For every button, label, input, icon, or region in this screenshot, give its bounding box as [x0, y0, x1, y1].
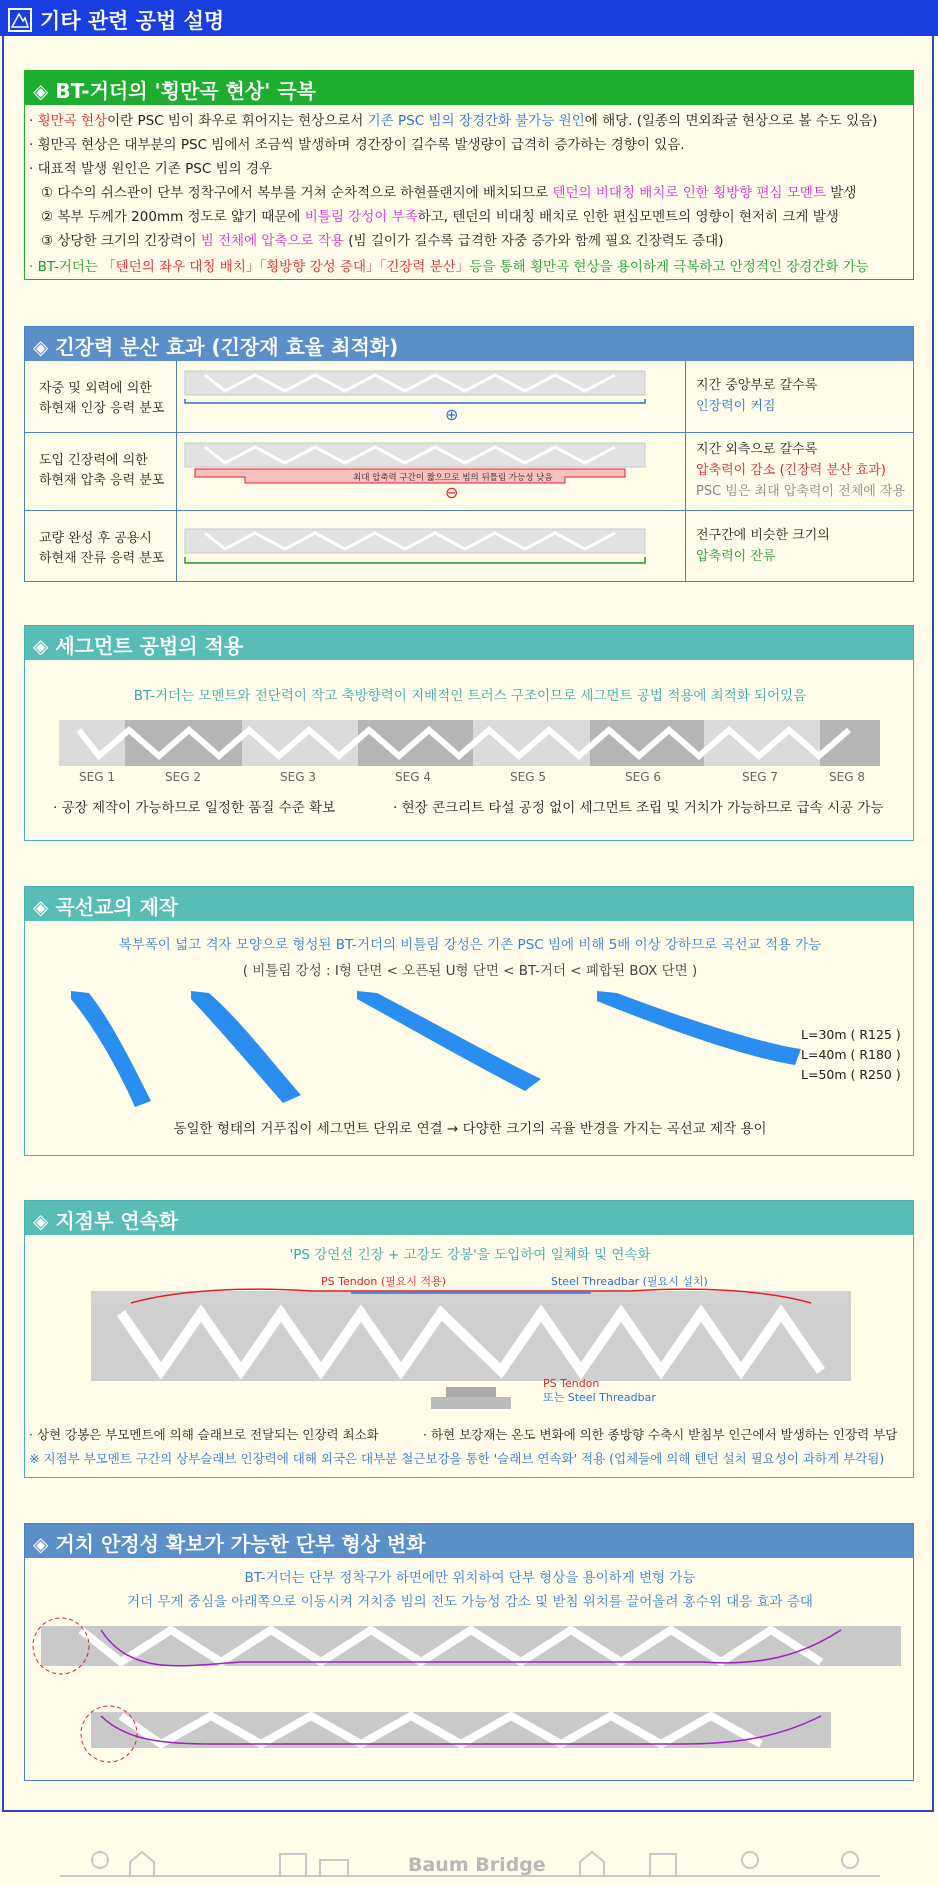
section-end-shape: [24, 1523, 914, 1781]
seg-label: SEG 3: [280, 770, 316, 784]
text-line-6: ③ 상당한 크기의 긴장력이 빔 전체에 압축으로 작용 (빔 길이가 길수록 급격한 자중 증가와 함께 필요 긴장력도 증대): [41, 233, 724, 249]
section-title: ◈ 지점부 연속화: [25, 1201, 913, 1235]
continuity-diagram: [91, 1279, 851, 1409]
bullet-2: · 하현 보강재는 온도 변화에 의한 종방향 수축시 받침부 인근에서 발생하는 인장력 부담: [423, 1427, 898, 1442]
seg-label: SEG 8: [829, 770, 865, 784]
seg-label: SEG 1: [79, 770, 115, 784]
curved-girders-illustration: [71, 991, 791, 1131]
section-segment-method: [24, 625, 914, 841]
seg-label: SEG 5: [510, 770, 546, 784]
section-lead: 복부폭이 넓고 격자 모양으로 형성된 BT-거더의 비틀림 강성은 기존 PSC 빔에 비해 5배 이상 강하므로 곡선교 적용 가능: [118, 937, 822, 953]
threadbar-label: Steel Threadbar (필요시 설치): [551, 1275, 708, 1288]
seg-label: SEG 6: [625, 770, 661, 784]
section-title: ◈ 곡선교의 제작: [25, 887, 913, 921]
truss-diagram: [185, 525, 685, 585]
section-sub: ( 비틀림 강성 : I형 단면 < 오픈된 U형 단면 < BT-거더 < 폐합된 BOX 단면 ): [242, 963, 698, 979]
minus-sign: ⊖: [445, 483, 459, 502]
bullet-1: · 공장 제작이 가능하므로 일정한 품질 수준 확보: [53, 800, 336, 816]
text-line-3: · 대표적 발생 원인은 기존 PSC 빔의 경우: [29, 161, 273, 177]
page-title: 기타 관련 공법 설명: [40, 9, 225, 33]
section-lead-2: 거더 무게 중심을 아래쪽으로 이동시켜 거치중 빔의 전도 가능성 감소 및 받침 위치를 끌어올려 홍수위 대응 효과 증대: [127, 1594, 813, 1610]
seg-label: SEG 7: [742, 770, 778, 784]
row-desc: 전구간에 비슷한 크기의 압축력이 잔류: [685, 511, 913, 581]
bullet-1: · 상현 강봉은 부모멘트에 의해 슬래브로 전달되는 인장력 최소화: [29, 1427, 379, 1442]
segment-diagram: [59, 720, 879, 766]
text-line-7: · BT-거더는 「텐던의 좌우 대칭 배치」「횡방향 강성 증대」「긴장력 분산」등을 통해 횡만곡 현상을 용이하게 극복하고 안정적인 장경간화 가능: [29, 259, 869, 275]
section-title: ◈ 거치 안정성 확보가 가능한 단부 형상 변화: [25, 1524, 913, 1558]
section-lead-1: BT-거더는 단부 정착구가 하면에만 위치하여 단부 형상을 용이하게 변형 가능: [244, 1570, 696, 1586]
radius-list: L=30m ( R125 ) L=40m ( R180 ) L=50m ( R250 ): [801, 1027, 901, 1082]
row-desc: 지간 외측으로 갈수록 압축력이 감소 (긴장력 분산 효과) PSC 빔은 최대 압축력이 전체에 작용: [685, 433, 913, 510]
logo-icon: [8, 8, 32, 32]
text-line-2: · 횡만곡 현상은 대부분의 PSC 빔에서 조금씩 발생하며 경간장이 길수록 발생량이 급격히 증가하는 경향이 있음.: [29, 137, 685, 153]
section-tension-distribution: [24, 326, 914, 582]
plus-sign: ⊕: [445, 405, 459, 424]
compression-note: 최대 압축력 구간이 짧으므로 빔의 뒤틀림 가능성 낮음: [353, 473, 553, 483]
text-line-4: ① 다수의 쉬스관이 단부 정착구에서 복부를 거쳐 순차적으로 하현플랜지에 배치되므로 텐던의 비대칭 배치로 인한 횡방향 편심 모멘트 발생: [41, 185, 857, 201]
pstendon-label: PS Tendon (필요시 적용): [321, 1275, 447, 1288]
table-row: [25, 361, 913, 433]
page-header: [0, 0, 938, 36]
row-label: 도입 긴장력에 의한 하현재 압축 응력 분포: [25, 433, 177, 510]
bottom-tendon-label: PS Tendon 또는 Steel Threadbar: [543, 1377, 656, 1404]
truss-diagram: [185, 439, 685, 499]
bullet-2: · 현장 콘크리트 타설 공정 없이 세그먼트 조립 및 거치가 가능하므로 급속 시공 가능: [393, 800, 884, 816]
row-desc: 지간 중앙부로 갈수록 인장력이 커짐: [685, 361, 913, 432]
table-row: [25, 433, 913, 511]
stress-table: [25, 361, 913, 581]
end-shape-diagram: [41, 1616, 901, 1776]
note-line: ※ 지점부 부모멘트 구간의 상부슬래브 인장력에 대해 외국은 대부분 철근보강을 통한 '슬래브 연속화' 적용 (업체들에 의해 텐던 설치 필요성이 과하게 부각됨): [29, 1451, 885, 1466]
section-lateral-buckling: [24, 70, 914, 280]
section-curved-bridge: [24, 886, 914, 1156]
section-bottom-text: 동일한 형태의 거푸집이 세그먼트 단위로 연결 → 다양한 크기의 곡율 반경을 가지는 곡선교 제작 용이: [173, 1121, 767, 1137]
text-line-1: · 횡만곡 현상이란 PSC 빔이 좌우로 휘어지는 현상으로서 기존 PSC 빔의 장경간화 불가능 원인에 해당. (일종의 면외좌굴 현상으로 볼 수도 있음): [29, 113, 878, 129]
section-title: ◈ 세그먼트 공법의 적용: [25, 626, 913, 660]
brand-name: Baum Bridge: [408, 1854, 546, 1876]
section-support-continuity: [24, 1200, 914, 1478]
row-label: 자중 및 외력에 의한 하현재 인장 응력 분포: [25, 361, 177, 432]
table-row: [25, 511, 913, 581]
text-line-5: ② 복부 두께가 200mm 정도로 얇기 때문에 비틀림 강성이 부족하고, 텐던의 비대칭 배치로 인한 편심모멘트의 영향이 현저히 크게 발생: [41, 209, 839, 225]
section-lead: BT-거더는 모멘트와 전단력이 작고 축방향력이 지배적인 트러스 구조이므로 세그먼트 공법 적용에 최적화 되어있음: [133, 688, 807, 704]
row-label: 교량 완성 후 공용시 하현재 잔류 응력 분포: [25, 511, 177, 581]
truss-diagram: [185, 367, 685, 427]
section-lead: 'PS 강연선 긴장 + 고강도 강봉'을 도입하여 일체화 및 연속화: [289, 1247, 651, 1263]
footer: [0, 1836, 938, 1886]
seg-label: SEG 2: [165, 770, 201, 784]
section-title: ◈ 긴장력 분산 효과 (긴장재 효율 최적화): [25, 327, 913, 361]
seg-label: SEG 4: [395, 770, 431, 784]
section-title: ◈ BT-거더의 '횡만곡 현상' 극복: [25, 71, 913, 105]
